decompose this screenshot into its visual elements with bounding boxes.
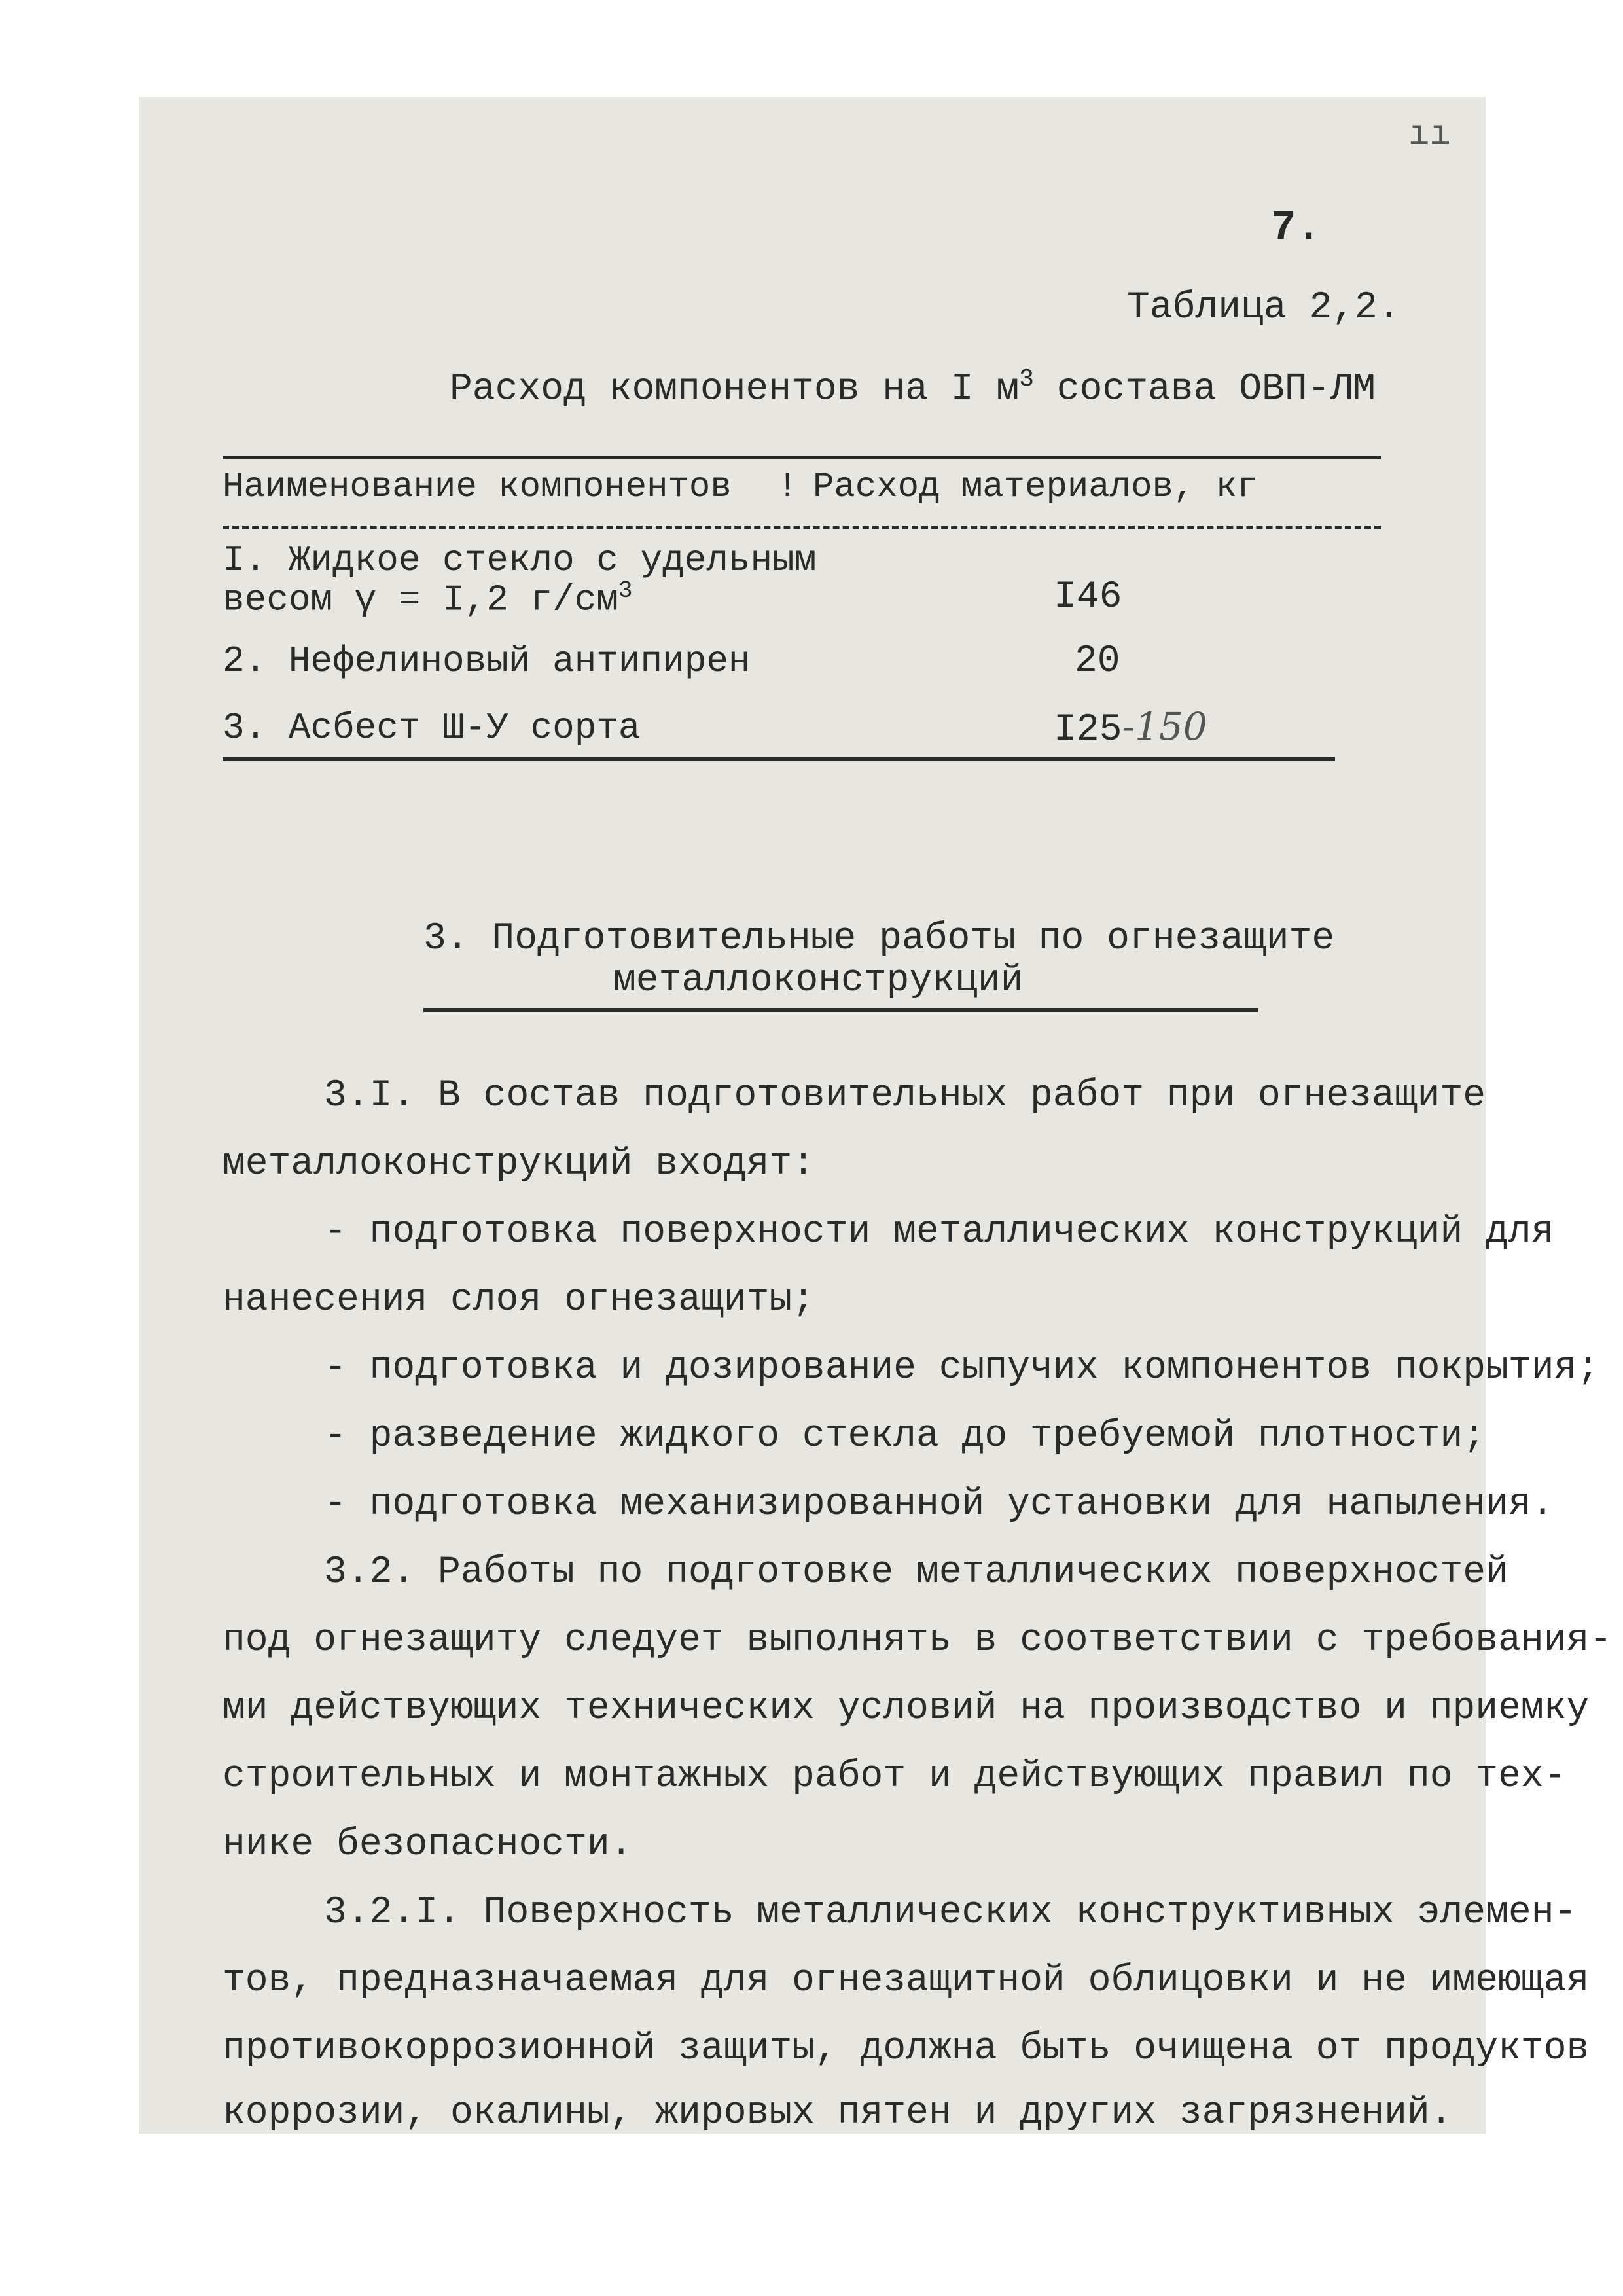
table-top-rule [223,456,1381,459]
table-header-rule [223,526,1381,529]
paragraph-3-1: 3.I. В состав подготовительных работ при огнезащите [324,1075,1486,1117]
marginal-mark: ıı [1408,115,1451,155]
paragraph-3-2-line-3: ми действующих технических условий на производство и приемку [223,1687,1590,1730]
table-row-3-amount: I25-150 [1054,704,1207,751]
page-number: 7. [1271,205,1321,252]
table-title: Расход компонентов на I $м^3$ состава ОВП-ЛМ [450,365,1376,411]
paragraph-3-2: 3.2. Работы по подготовке металлических поверхностей [324,1551,1508,1594]
paragraph-3-2-1: 3.2.I. Поверхность металлических конструктивных элемен- [324,1892,1577,1934]
paragraph-3-2-line-5: нике безопасности. [223,1823,633,1866]
section-heading-cont: металлоконструкций [613,960,1024,1002]
table-row-3-name: 3. Асбест Ш-У сорта [223,707,641,749]
table-header-components: Наименование компонентов [223,467,732,507]
table-row-1-name-cont: весом γ = I,2 $г/см^3$ [223,577,633,621]
section-heading: 3. Подготовительные работы по огнезащите [423,918,1335,960]
paragraph-3-2-1-line-4: коррозии, окалины, жировых пятен и других загрязнений. [223,2092,1453,2134]
document-page [139,97,1613,2134]
paragraph-3-2-1-line-2: тов, предназначаемая для огнезащитной облицовки и не имеющая [223,1960,1590,2002]
table-row-2-name: 2. Нефелиновый антипирен [223,640,751,682]
list-item-surface-preparation: - подготовка поверхности металлических конструкций для [324,1211,1554,1253]
list-item-glass-dilution: - разведение жидкого стекла до требуемой плотности; [324,1415,1486,1458]
table-header-separator: ! [777,467,798,507]
paragraph-3-2-1-line-3: противокоррозионной защиты, должна быть очищена от продуктов [223,2028,1590,2070]
list-item-dosing: - подготовка и дозирование сыпучих компонентов покрытия; [324,1347,1600,1390]
paragraph-3-1-cont: металлоконструкций входят: [223,1143,815,1185]
table-row-1-name: I. Жидкое стекло с удельным [223,539,817,581]
list-item-spraying-setup: - подготовка механизированной установки для напыления. [324,1483,1554,1526]
table-label: Таблица 2,2. [1127,287,1400,329]
list-item-surface-preparation-cont: нанесения слоя огнезащиты; [223,1279,815,1321]
handwritten-correction: -150 [1122,704,1207,749]
table-bottom-rule [223,757,1335,761]
paragraph-3-2-line-2: под огнезащиту следует выполнять в соответствии с требования- [223,1619,1613,1662]
section-heading-underline [423,1008,1258,1012]
table-row-2-amount: 20 [1075,640,1120,683]
table-row-1-amount: I46 [1054,576,1122,619]
table-header-consumption: Расход материалов, кг [813,467,1258,507]
paragraph-3-2-line-4: строительных и монтажных работ и действующих правил по тех- [223,1755,1567,1798]
